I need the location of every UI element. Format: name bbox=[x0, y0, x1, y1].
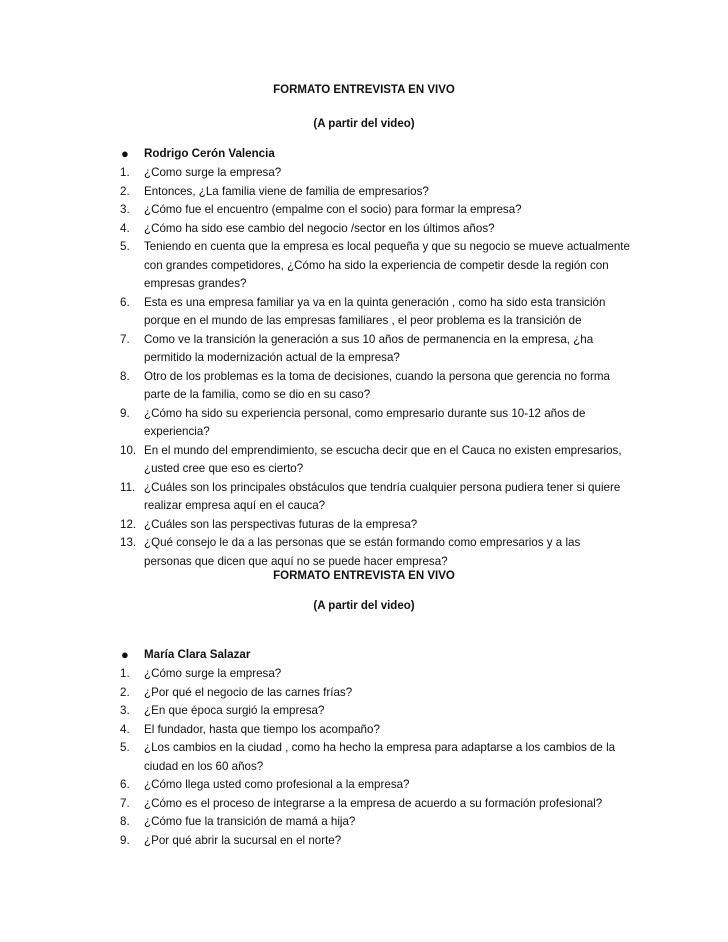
question-item bbox=[0, 665, 728, 684]
section-title: FORMATO ENTREVISTA EN VIVO bbox=[273, 570, 455, 582]
question-text: ¿Como surge la empresa? bbox=[144, 166, 282, 179]
question-number: 11. bbox=[120, 480, 136, 494]
question-number: 7. bbox=[120, 332, 130, 346]
section-subtitle: (A partir del video) bbox=[313, 118, 415, 130]
question-item bbox=[0, 776, 728, 795]
question-text: ¿Cuáles son los principales obstáculos que tendría cualquier persona pudiera tener si quiere realizar empresa aquí en el cauca? bbox=[144, 480, 621, 512]
question-text: ¿En que época surgió la empresa? bbox=[144, 704, 325, 717]
question-item bbox=[0, 813, 728, 832]
question-item bbox=[0, 832, 728, 851]
question-item bbox=[0, 405, 728, 442]
section-title: FORMATO ENTREVISTA EN VIVO bbox=[273, 84, 455, 96]
question-item bbox=[0, 201, 728, 220]
question-item bbox=[0, 294, 728, 331]
question-number: 4. bbox=[120, 221, 130, 235]
question-item bbox=[0, 534, 728, 571]
interviewee-name: María Clara Salazar bbox=[144, 648, 251, 661]
bullet-icon: ● bbox=[121, 647, 129, 662]
question-item bbox=[0, 479, 728, 516]
question-item bbox=[0, 702, 728, 721]
question-text: ¿Cómo surge la empresa? bbox=[144, 667, 282, 680]
question-text: Teniendo en cuenta que la empresa es local pequeña y que su negocio se mueve actualmente con grandes competidores, ¿Cómo ha sido la experiencia de competir desde la región con empresas grandes? bbox=[144, 240, 630, 290]
interviewee-name: Rodrigo Cerón Valencia bbox=[144, 147, 275, 160]
question-number: 6. bbox=[120, 295, 130, 309]
section-subtitle: (A partir del video) bbox=[313, 600, 415, 612]
question-text: Esta es una empresa familiar ya va en la quinta generación , como ha sido esta transición porque en el mundo de las empresas familiares , el peor problema es la transición de bbox=[144, 295, 606, 327]
question-text: En el mundo del emprendimiento, se escucha decir que en el Cauca no existen empresarios, ¿usted cree que eso es cierto? bbox=[144, 443, 622, 475]
question-item bbox=[0, 368, 728, 405]
question-item bbox=[0, 164, 728, 183]
question-text: Entonces, ¿La familia viene de familia de empresarios? bbox=[144, 184, 429, 198]
question-item bbox=[0, 238, 728, 294]
question-text: ¿Qué consejo le da a las personas que se están formando como empresarios y a las personas que dicen que aquí no se puede hacer empresa? bbox=[144, 536, 581, 568]
question-number: 1. bbox=[120, 166, 130, 179]
question-number: 10. bbox=[120, 443, 137, 457]
question-number: 9. bbox=[120, 833, 130, 847]
question-item bbox=[0, 684, 728, 703]
question-item bbox=[0, 442, 728, 479]
question-text: ¿Cómo es el proceso de integrarse a la empresa de acuerdo a su formación profesional? bbox=[144, 796, 603, 810]
question-text: ¿Cómo llega usted como profesional a la empresa? bbox=[144, 778, 410, 791]
question-text: Como ve la transición la generación a sus 10 años de permanencia en la empresa, ¿ha permitido la modernización actual de la empresa? bbox=[144, 332, 594, 364]
question-number: 6. bbox=[120, 778, 130, 791]
question-number: 2. bbox=[120, 184, 130, 198]
question-item bbox=[0, 795, 728, 814]
question-item bbox=[0, 739, 728, 776]
question-text: ¿Cómo fue la transición de mamá a hija? bbox=[144, 815, 356, 828]
question-list bbox=[0, 164, 728, 571]
question-item bbox=[0, 516, 728, 535]
question-number: 7. bbox=[120, 796, 130, 810]
question-item bbox=[0, 721, 728, 740]
question-number: 3. bbox=[120, 704, 130, 717]
question-text: ¿Cuáles son las perspectivas futuras de la empresa? bbox=[144, 517, 418, 531]
question-text: ¿Por qué el negocio de las carnes frías? bbox=[144, 685, 353, 699]
question-number: 5. bbox=[120, 741, 130, 754]
question-text: ¿Por qué abrir la sucursal en el norte? bbox=[144, 833, 342, 847]
question-text: ¿Cómo fue el encuentro (empalme con el socio) para formar la empresa? bbox=[144, 203, 522, 216]
question-text: El fundador, hasta que tiempo los acompaño? bbox=[144, 722, 380, 736]
question-list bbox=[0, 665, 728, 850]
question-text: Otro de los problemas es la toma de decisiones, cuando la persona que gerencia no forma parte de la familia, como se dio en su caso? bbox=[144, 369, 610, 401]
question-number: 3. bbox=[120, 203, 130, 216]
question-number: 4. bbox=[120, 722, 130, 736]
question-item bbox=[0, 331, 728, 368]
question-number: 12. bbox=[120, 517, 137, 531]
question-number: 8. bbox=[120, 815, 130, 828]
question-number: 2. bbox=[120, 685, 130, 699]
question-text: ¿Cómo ha sido su experiencia personal, como empresario durante sus 10-12 años de experiencia? bbox=[144, 406, 586, 438]
question-number: 13. bbox=[120, 536, 137, 549]
question-number: 1. bbox=[120, 667, 130, 680]
bullet-icon: ● bbox=[121, 146, 129, 161]
question-text: ¿Cómo ha sido ese cambio del negocio /sector en los últimos años? bbox=[144, 221, 495, 235]
question-item bbox=[0, 183, 728, 202]
question-number: 8. bbox=[120, 369, 130, 383]
question-item bbox=[0, 220, 728, 239]
question-number: 5. bbox=[120, 240, 130, 253]
question-text: ¿Los cambios en la ciudad , como ha hecho la empresa para adaptarse a los cambios de la ciudad en los 60 años? bbox=[144, 741, 616, 773]
question-number: 9. bbox=[120, 406, 130, 420]
